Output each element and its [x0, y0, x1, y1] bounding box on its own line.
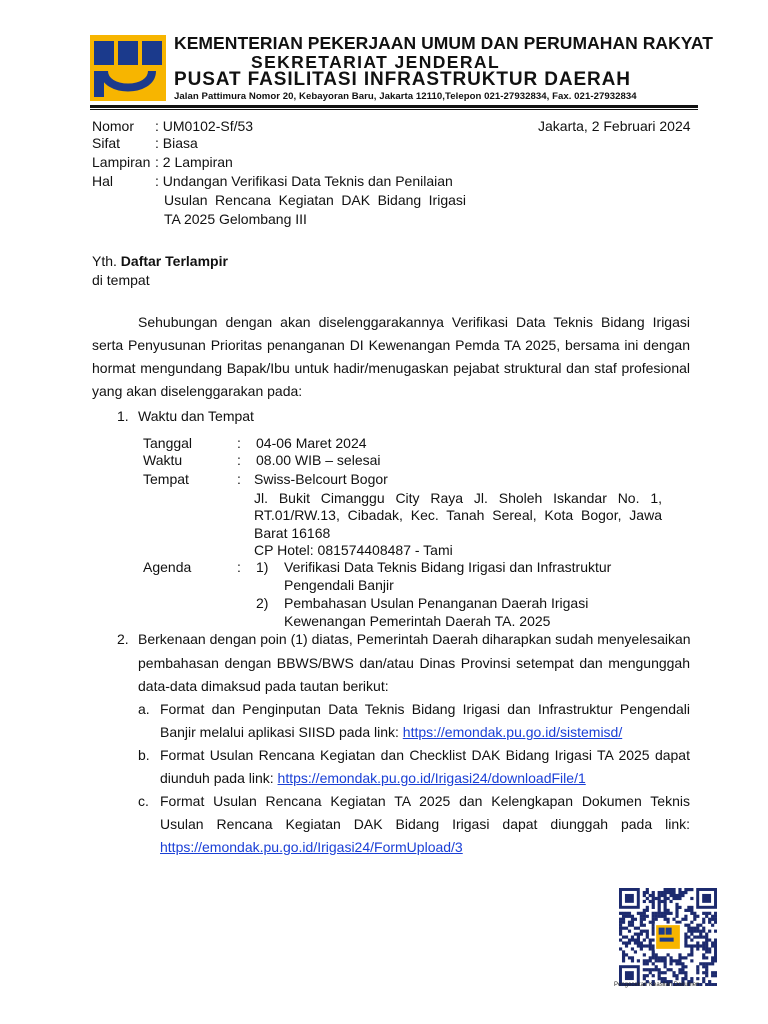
lampiran-label: Lampiran	[92, 154, 151, 170]
intro-line-2: serta Penyusunan Prioritas penanganan DI Kewenangan Pemda TA 2025, bersama ini dengan	[92, 337, 690, 353]
recipient-name: Daftar Terlampir	[120, 253, 228, 269]
agenda-item-2-line-1: Pembahasan Usulan Penanganan Daerah Irigasi	[284, 595, 589, 611]
tempat-colon: :	[237, 471, 241, 487]
verification-qr-code	[619, 888, 717, 986]
item2-line-3: data-data dimaksud pada tautan berikut:	[138, 678, 389, 694]
sistemisd-link[interactable]: https://emondak.pu.go.id/sistemisd/	[402, 724, 623, 740]
tanggal-value: 04-06 Maret 2024	[256, 435, 367, 451]
item2-number: 2.	[117, 631, 129, 647]
intro-line-1: Sehubungan dengan akan diselenggarakannya Verifikasi Data Teknis Bidang Irigasi	[138, 314, 690, 330]
intro-line-3: hormat mengundang Bapak/Ibu untuk hadir/menugaskan pejabat struktural dan staf profesional	[92, 360, 690, 376]
venue-address-line-2: RT.01/RW.13, Cibadak, Kec. Tanah Sereal, Kota Bogor, Jawa	[254, 507, 662, 523]
item1-title: Waktu dan Tempat	[138, 408, 254, 424]
tanggal-label: Tanggal	[143, 435, 193, 451]
agenda-item-2-line-2: Kewenangan Pemerintah Daerah TA. 2025	[284, 613, 551, 629]
form-upload-link[interactable]: https://emondak.pu.go.id/Irigasi24/FormUpload/3	[160, 839, 463, 855]
secretariat-name: SEKRETARIAT JENDERAL	[251, 52, 501, 72]
sub-b-line-2	[160, 769, 586, 787]
hotel-contact: CP Hotel: 081574408487 - Tami	[254, 542, 453, 558]
ministry-logo	[90, 35, 166, 101]
nomor-value: : UM0102-Sf/53	[155, 118, 254, 134]
tanggal-colon: :	[237, 435, 241, 451]
waktu-colon: :	[237, 452, 241, 468]
agenda-item-2-number: 2)	[256, 595, 269, 611]
waktu-label: Waktu	[143, 452, 183, 468]
center-name: PUSAT FASILITASI INFRASTRUKTUR DAERAH	[174, 69, 631, 90]
item1-number: 1.	[117, 408, 129, 424]
sub-c-line-1: Format Usulan Rencana Kegiatan TA 2025 dan Kelengkapan Dokumen Teknis	[160, 793, 690, 809]
sub-c-letter: c.	[138, 793, 149, 809]
item2-line-2: pembahasan dengan BBWS/BWS dan/atau Dinas Provinsi setempat dan mengunggah	[138, 655, 690, 671]
letterhead-rule	[90, 105, 698, 108]
sub-c-line-3	[160, 838, 463, 856]
recipient-prefix: Yth.	[92, 253, 121, 269]
sub-b-letter: b.	[138, 747, 150, 763]
letter-date: Jakarta, 2 Februari 2024	[538, 118, 691, 134]
ministry-name: KEMENTERIAN PEKERJAAN UMUM DAN PERUMAHAN RAKYAT	[174, 33, 714, 53]
hal-value-1: : Undangan Verifikasi Data Teknis dan Penilaian	[155, 173, 453, 189]
agenda-item-1-number: 1)	[256, 559, 269, 575]
sub-b-text: diunduh pada link:	[160, 770, 278, 786]
lampiran-value: : 2 Lampiran	[155, 154, 233, 170]
item2-line-1: Berkenaan dengan poin (1) diatas, Pemerintah Daerah diharapkan sudah menyelesaikan	[138, 631, 691, 647]
agenda-item-1-line-2: Pengendali Banjir	[284, 577, 394, 593]
download-file-link[interactable]: https://emondak.pu.go.id/Irigasi24/downloadFile/1	[277, 770, 586, 786]
sub-a-line-1: Format dan Penginputan Data Teknis Bidang Irigasi dan Infrastruktur Pengendali	[160, 701, 690, 717]
nomor-label: Nomor	[92, 118, 135, 134]
recipient-line	[92, 252, 228, 270]
sub-a-line-2	[160, 723, 622, 741]
sub-a-text: Banjir melalui aplikasi SIISD pada link:	[160, 724, 403, 740]
agenda-item-1-line-1: Verifikasi Data Teknis Bidang Irigasi dan Infrastruktur	[284, 559, 612, 575]
hal-label: Hal	[92, 173, 114, 189]
agenda-colon: :	[237, 559, 241, 575]
sub-a-letter: a.	[138, 701, 150, 717]
letterhead-address: Jalan Pattimura Nomor 20, Kebayoran Baru, Jakarta 12110,Telepon 021-27932834, Fax. 021-27932834	[174, 91, 637, 102]
waktu-value: 08.00 WIB – selesai	[256, 452, 381, 468]
tempat-value: Swiss-Belcourt Bogor	[254, 471, 388, 487]
sifat-label: Sifat	[92, 135, 121, 151]
sifat-value: : Biasa	[155, 135, 198, 151]
hal-value-2: Usulan Rencana Kegiatan DAK Bidang Irigasi	[164, 192, 466, 208]
venue-address-line-3: Barat 16168	[254, 525, 331, 541]
venue-address-line-1: Jl. Bukit Cimanggu City Raya Jl. Sholeh Iskandar No. 1,	[254, 490, 662, 506]
tempat-label: Tempat	[143, 471, 189, 487]
hal-value-3: TA 2025 Gelombang III	[164, 211, 307, 227]
sub-c-line-2: Usulan Rencana Kegiatan DAK Bidang Irigasi dapat diunggah pada link:	[160, 816, 690, 832]
letterhead-rule-thin	[90, 109, 698, 110]
recipient-place: di tempat	[92, 272, 150, 288]
agenda-label: Agenda	[143, 559, 192, 575]
qr-caption: Pengecekan Keaslian Dokumen	[614, 982, 700, 988]
sub-b-line-1: Format Usulan Rencana Kegiatan dan Checklist DAK Bidang Irigasi TA 2025 dapat	[160, 747, 690, 763]
intro-line-4: yang akan diselenggarakan pada:	[92, 383, 303, 399]
